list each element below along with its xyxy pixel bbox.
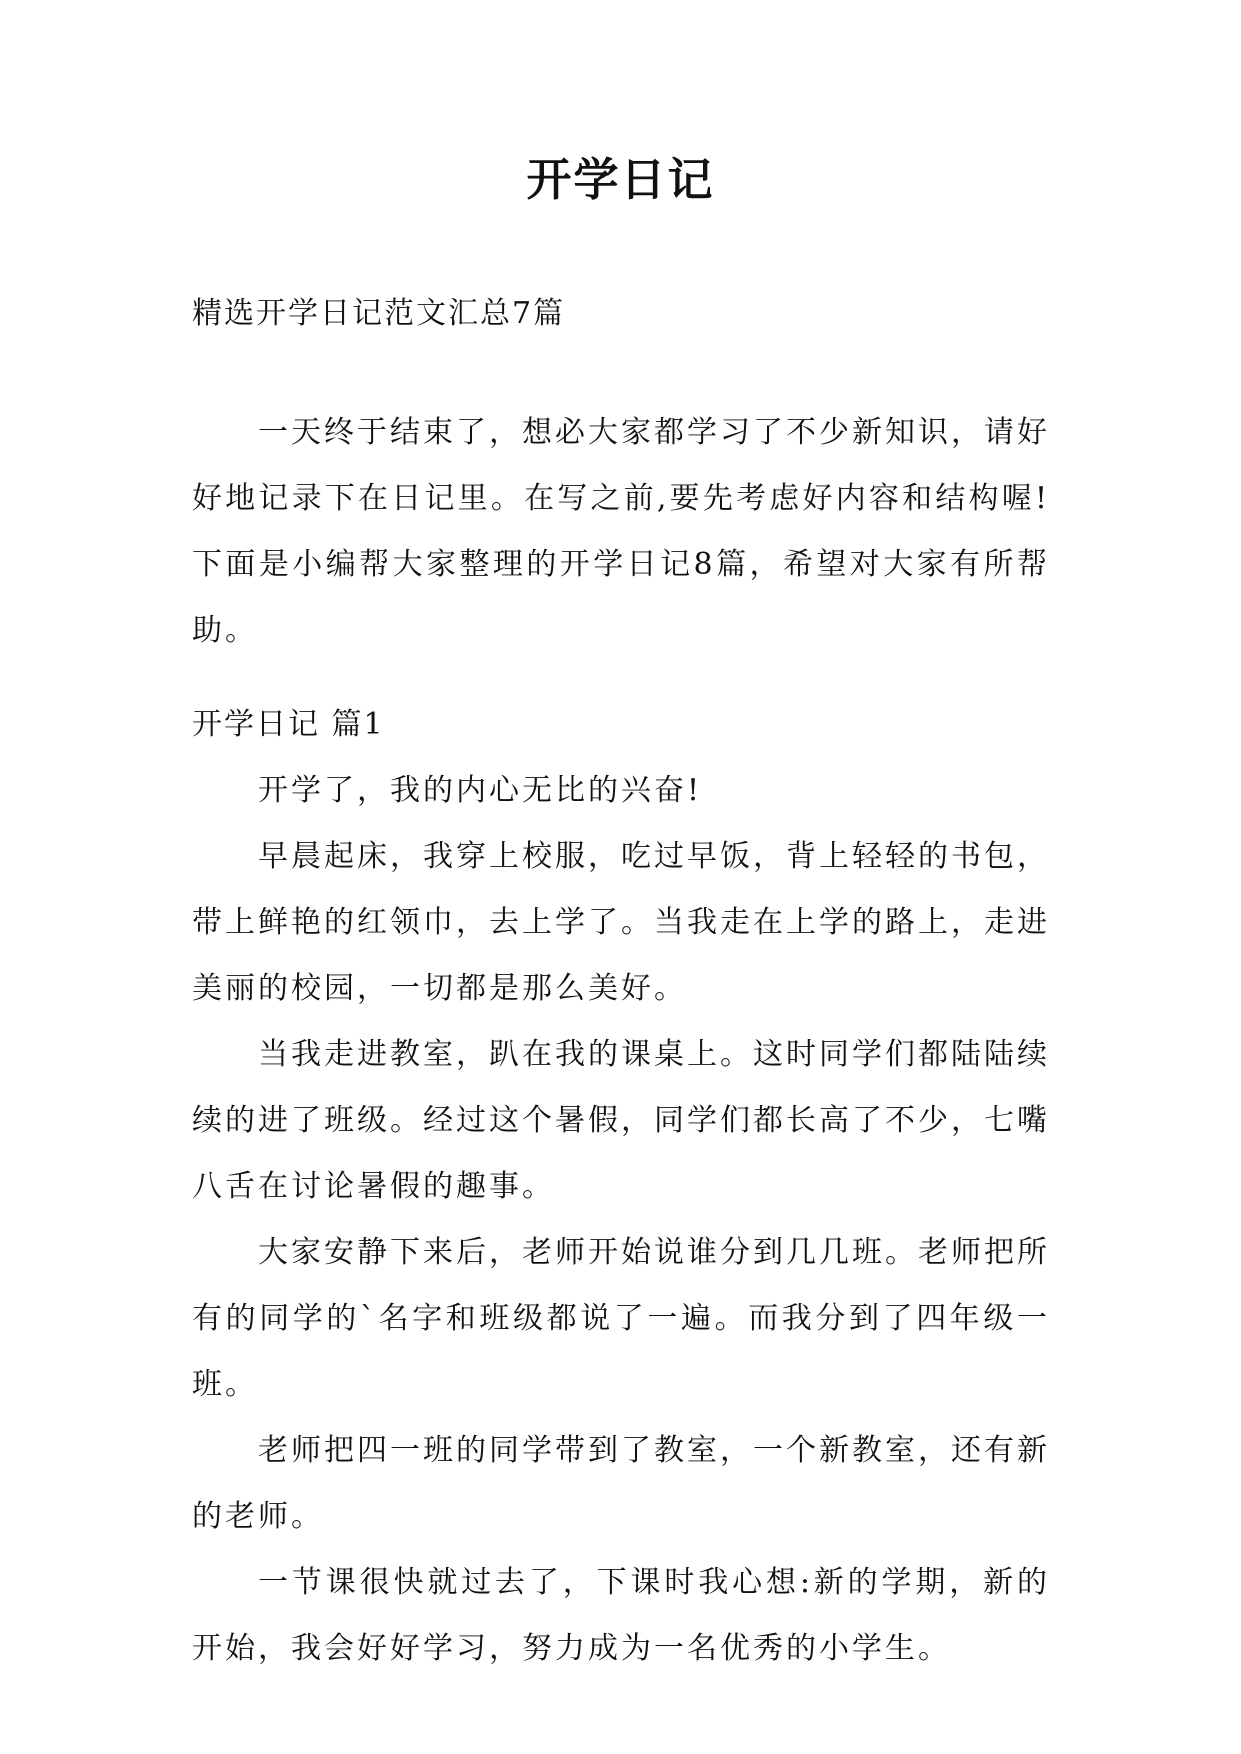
document-title: 开学日记 [526,153,715,206]
body-paragraph: 老师把四一班的同学带到了教室，一个新教室，还有新的老师。 [192,1433,1050,1534]
body-paragraph: 当我走进教室，趴在我的课桌上。这时同学们都陆陆续续的进了班级。经过这个暑假，同学们都长高了不少，七嘴八舌在讨论暑假的趣事。 [192,1037,1050,1204]
body-paragraph: 开学了，我的内心无比的兴奋! [258,773,703,808]
document-subtitle: 精选开学日记范文汇总7篇 [192,296,566,331]
body-paragraph: 大家安静下来后，老师开始说谁分到几几班。老师把所有的同学的`名字和班级都说了一遍。而我分到了四年级一班。 [192,1235,1050,1402]
article-body [192,692,1050,1682]
body-paragraph: 一节课很快就过去了，下课时我心想:新的学期，新的开始，我会好好学习，努力成为一名优秀的小学生。 [192,1565,1050,1666]
intro-paragraph: 一天终于结束了，想必大家都学习了不少新知识，请好好地记录下在日记里。在写之前,要先考虑好内容和结构喔!下面是小编帮大家整理的开学日记8篇，希望对大家有所帮助。 [192,415,1050,648]
body-paragraph: 早晨起床，我穿上校服，吃过早饭，背上轻轻的书包，带上鲜艳的红领巾，去上学了。当我走在上学的路上，走进美丽的校园，一切都是那么美好。 [192,839,1050,1006]
intro-block [192,400,1050,664]
section-heading: 开学日记 篇1 [192,707,385,742]
